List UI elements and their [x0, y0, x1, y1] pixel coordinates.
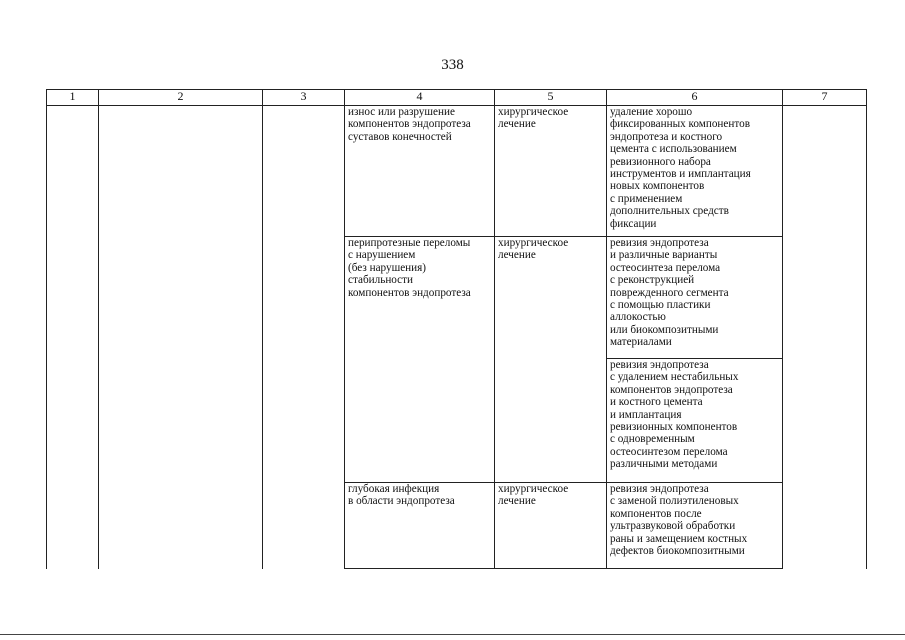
cell-col2 — [99, 106, 263, 569]
method-cell: удаление хорошо фиксированных компонентов эндопротеза и костного цемента с использованием ревизионного набора инструментов и имплантация новых компонентов с применением дополнительных средств фиксации — [607, 106, 783, 237]
column-number-row — [47, 90, 867, 106]
treatment-cell: хирургическое лечение — [495, 106, 607, 237]
column-header-1: 1 — [47, 90, 99, 106]
column-header-4: 4 — [345, 90, 495, 106]
treatment-cell: хирургическое лечение — [495, 237, 607, 483]
medical-procedures-table — [46, 89, 867, 569]
table-row — [47, 106, 867, 237]
method-cell: ревизия эндопротеза с удалением нестабильных компонентов эндопротеза и костного цемента и имплантация ревизионных компонентов с одновременным остеосинтезом перелома различными методами — [607, 359, 783, 483]
method-cell: ревизия эндопротеза с заменой полиэтиленовых компонентов после ультразвуковой обработки раны и замещением костных дефектов биокомпозитными — [607, 483, 783, 569]
page-number: 338 — [441, 57, 464, 73]
treatment-cell: хирургическое лечение — [495, 483, 607, 569]
column-header-2: 2 — [99, 90, 263, 106]
column-header-7: 7 — [783, 90, 867, 106]
column-header-5: 5 — [495, 90, 607, 106]
condition-cell: глубокая инфекция в области эндопротеза — [345, 483, 495, 569]
condition-cell: перипротезные переломы с нарушением (без нарушения) стабильности компонентов эндопротеза — [345, 237, 495, 483]
cell-col1 — [47, 106, 99, 569]
cell-col3 — [263, 106, 345, 569]
column-header-3: 3 — [263, 90, 345, 106]
column-header-6: 6 — [607, 90, 783, 106]
method-cell: ревизия эндопротеза и различные варианты остеосинтеза перелома с реконструкцией поврежденного сегмента с помощью пластики аллокостью или биокомпозитными материалами — [607, 237, 783, 359]
page-bottom-edge — [0, 634, 905, 635]
condition-cell: износ или разрушение компонентов эндопротеза суставов конечностей — [345, 106, 495, 237]
cell-col7 — [783, 106, 867, 569]
